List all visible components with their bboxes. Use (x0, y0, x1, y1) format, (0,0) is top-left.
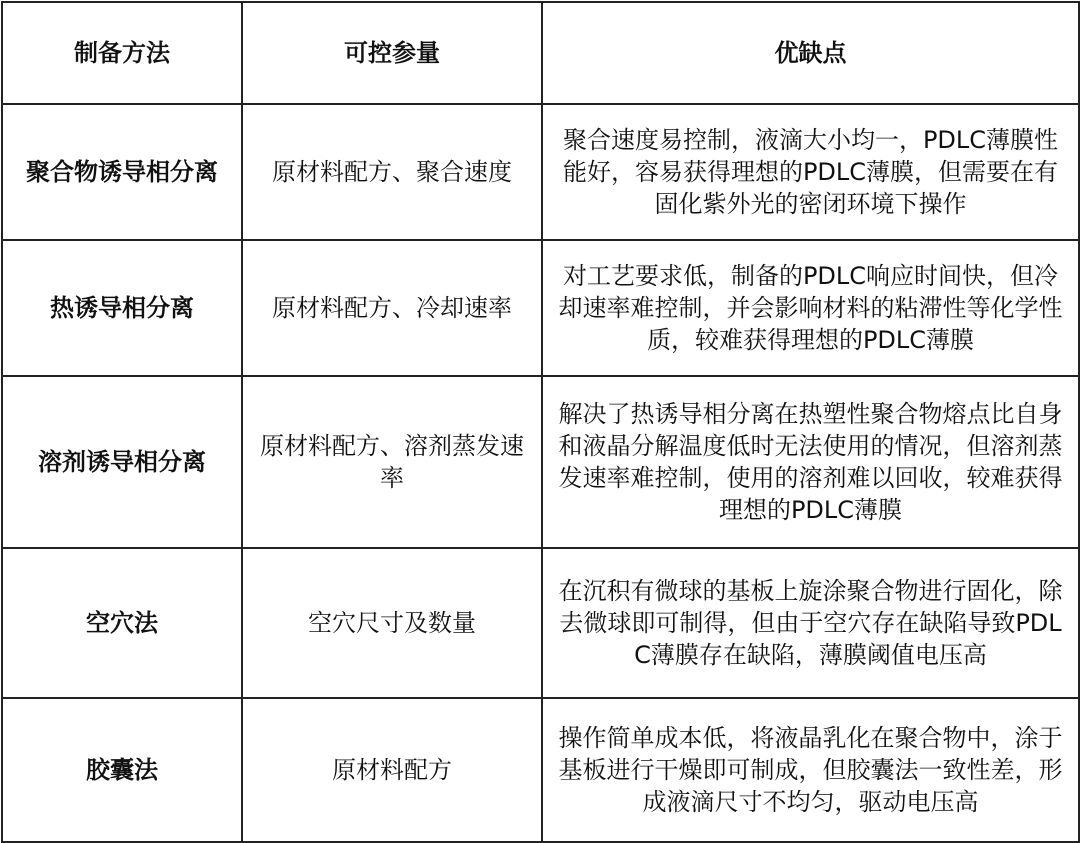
table-row (2, 104, 1079, 240)
header-pros-cons: 优缺点 (542, 2, 1079, 104)
method-cell: 空穴法 (2, 548, 242, 698)
params-cell: 原材料配方、冷却速率 (242, 240, 542, 376)
method-cell: 溶剂诱导相分离 (2, 376, 242, 548)
header-row (2, 2, 1079, 104)
pros-cons-cell: 解决了热诱导相分离在热塑性聚合物熔点比自身和液晶分解温度低时无法使用的情况，但溶剂蒸发速率难控制，使用的溶剂难以回收，较难获得理想的PDLC薄膜 (542, 376, 1079, 548)
params-cell: 原材料配方 (242, 698, 542, 842)
params-cell: 原材料配方、溶剂蒸发速率 (242, 376, 542, 548)
method-cell: 聚合物诱导相分离 (2, 104, 242, 240)
header-params: 可控参量 (242, 2, 542, 104)
comparison-table (1, 1, 1080, 843)
table-row (2, 240, 1079, 376)
table-row (2, 376, 1079, 548)
params-cell: 空穴尺寸及数量 (242, 548, 542, 698)
pros-cons-cell: 聚合速度易控制，液滴大小均一，PDLC薄膜性能好，容易获得理想的PDLC薄膜，但需要在有固化紫外光的密闭环境下操作 (542, 104, 1079, 240)
pros-cons-cell: 在沉积有微球的基板上旋涂聚合物进行固化，除去微球即可制得，但由于空穴存在缺陷导致PDLC薄膜存在缺陷，薄膜阈值电压高 (542, 548, 1079, 698)
table-row (2, 698, 1079, 842)
method-cell: 热诱导相分离 (2, 240, 242, 376)
pros-cons-cell: 对工艺要求低，制备的PDLC响应时间快，但冷却速率难控制，并会影响材料的粘滞性等化学性质，较难获得理想的PDLC薄膜 (542, 240, 1079, 376)
header-method: 制备方法 (2, 2, 242, 104)
params-cell: 原材料配方、聚合速度 (242, 104, 542, 240)
pros-cons-cell: 操作简单成本低，将液晶乳化在聚合物中，涂于基板进行干燥即可制成，但胶囊法一致性差，形成液滴尺寸不均匀，驱动电压高 (542, 698, 1079, 842)
table-row (2, 548, 1079, 698)
method-cell: 胶囊法 (2, 698, 242, 842)
